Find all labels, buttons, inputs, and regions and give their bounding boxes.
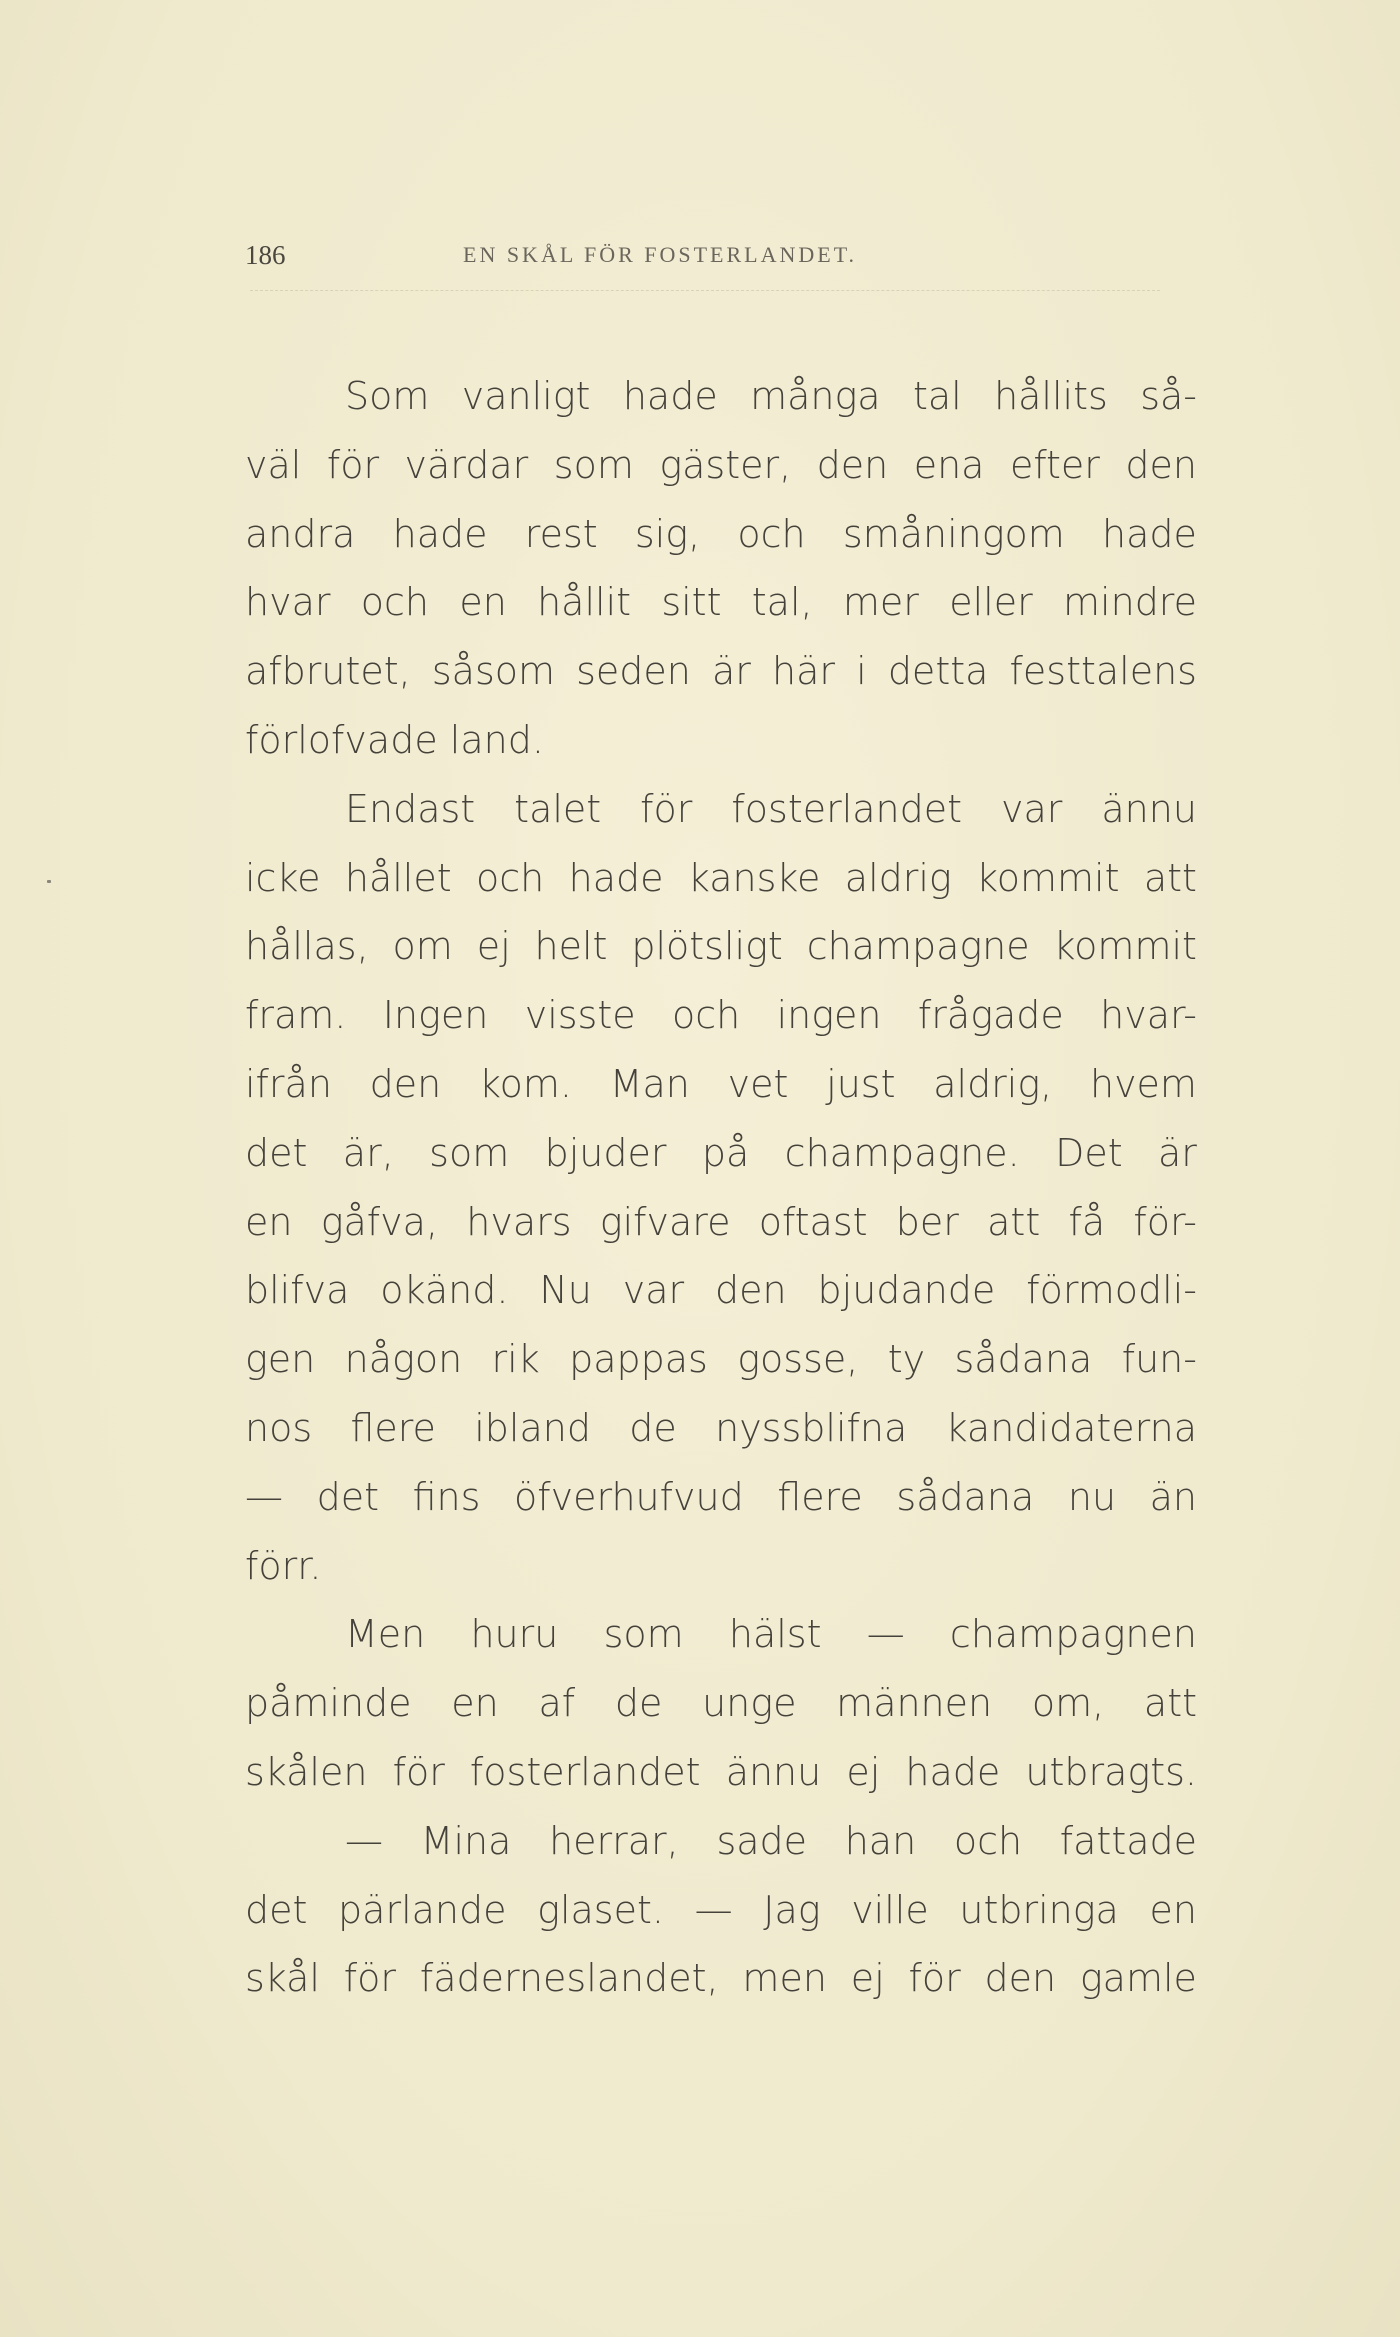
- page-number: 186: [245, 240, 286, 270]
- text-line: ifrån den kom. Man vet just aldrig, hvem: [245, 1061, 1197, 1106]
- text-line: Som vanligt hade många tal hållits så-: [345, 374, 1197, 418]
- text-line: — Mina herrar, sade han och fattade: [345, 1818, 1197, 1863]
- text-line: skål för fäderneslandet, men ej för den gamle: [245, 1956, 1197, 2001]
- body-text: [245, 362, 1197, 2013]
- text-line: fram. Ingen visste och ingen frågade hvar-: [245, 993, 1197, 1038]
- text-line: hållas, om ej helt plötsligt champagne kommit: [245, 924, 1197, 969]
- text-line: hvar och en hållit sitt tal, mer eller mindre: [245, 580, 1197, 625]
- text-line: det pärlande glaset. — Jag ville utbringa en: [245, 1887, 1197, 1932]
- header-rule: [250, 290, 1160, 291]
- text-line: Men huru som hälst — champagnen: [345, 1612, 1197, 1657]
- running-head: [245, 240, 1197, 280]
- text-line: en gåfva, hvars gifvare oftast ber att få för-: [245, 1199, 1197, 1244]
- text-line: påminde en af de unge männen om, att: [245, 1681, 1197, 1726]
- text-line: icke hållet och hade kanske aldrig kommit att: [245, 855, 1197, 900]
- text-line: det är, som bjuder på champagne. Det är: [245, 1130, 1197, 1175]
- text-line: blifva okänd. Nu var den bjudande förmodli-: [245, 1268, 1197, 1313]
- text-line: afbrutet, såsom seden är här i detta festtalens: [245, 649, 1197, 694]
- text-line: — det fins öfverhufvud flere sådana nu än: [245, 1474, 1197, 1519]
- text-line: gen någon rik pappas gosse, ty sådana fun-: [245, 1337, 1197, 1382]
- text-line: skålen för fosterlandet ännu ej hade utbragts.: [245, 1749, 1197, 1794]
- text-line: väl för värdar som gäster, den ena efter den: [245, 442, 1197, 487]
- text-line: förlofvade land.: [245, 717, 544, 762]
- text-line: förr.: [245, 1543, 322, 1588]
- running-title: EN SKÅL FÖR FOSTERLANDET.: [463, 242, 858, 267]
- text-line: nos flere ibland de nyssblifna kandidaterna: [245, 1405, 1197, 1450]
- text-line: andra hade rest sig, och småningom hade: [245, 511, 1197, 556]
- stray-mark: [47, 880, 51, 883]
- text-line: Endast talet för fosterlandet var ännu: [345, 786, 1197, 831]
